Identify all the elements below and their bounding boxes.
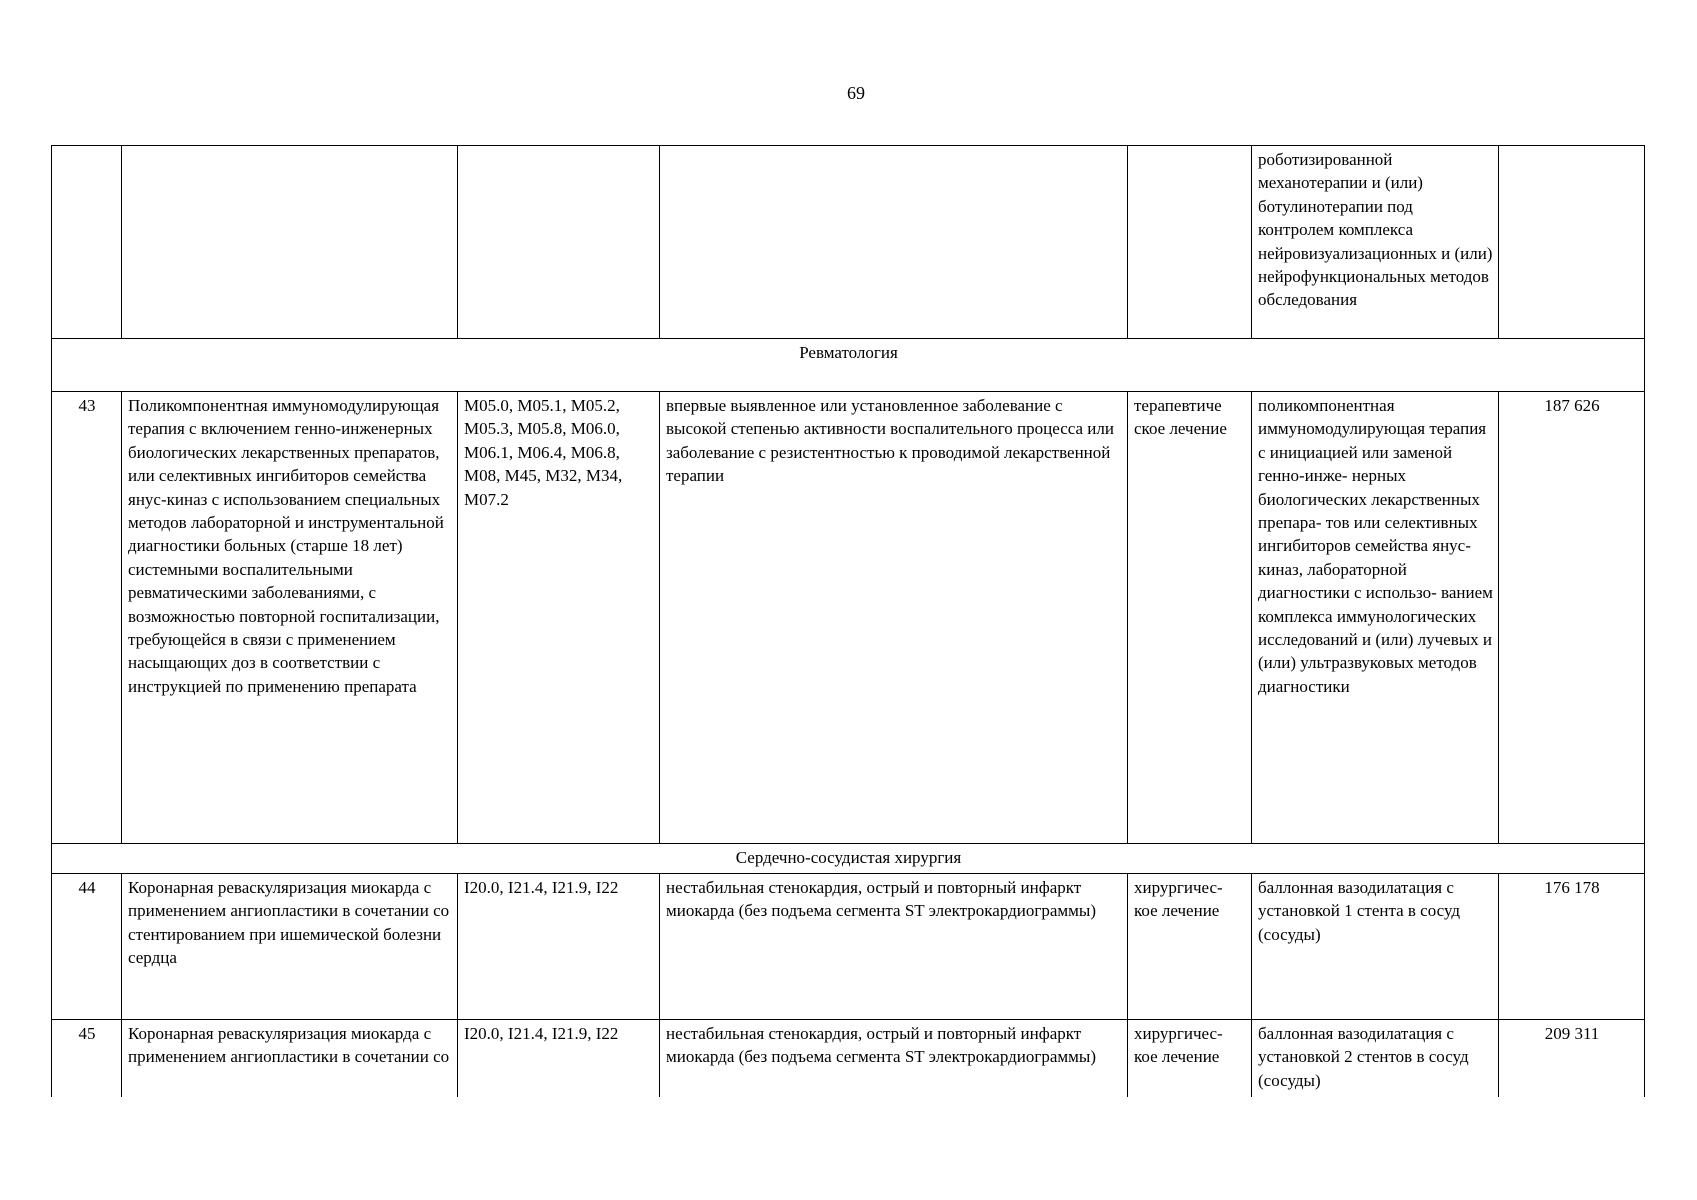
- treatment-method: баллонная вазодилатация с установкой 2 стентов в сосуд (сосуды): [1252, 1020, 1499, 1097]
- patient-model: впервые выявленное или установленное заболевание с высокой степенью активности воспалительного процесса или заболевание с резистентностью к проводимой лекарственной терапии: [660, 392, 1128, 844]
- treatment-type: терапевтиче ское лечение: [1128, 392, 1252, 844]
- service-name: Коронарная реваскуляризация миокарда с применением ангиопластики в сочетании со стентированием при ишемической болезни сердца: [122, 874, 458, 1020]
- table-row: [52, 1020, 1645, 1097]
- price: 176 178: [1499, 874, 1645, 1020]
- section-row: [52, 844, 1645, 874]
- row-number: 44: [52, 874, 122, 1020]
- service-name: Коронарная реваскуляризация миокарда с применением ангиопластики в сочетании со: [122, 1020, 458, 1097]
- row-number: 43: [52, 392, 122, 844]
- treatment-type: хирургичес- кое лечение: [1128, 874, 1252, 1020]
- icd-codes: I20.0, I21.4, I21.9, I22: [458, 874, 660, 1020]
- services-table: [51, 145, 1645, 1097]
- table-cell-price: [1499, 146, 1645, 339]
- table-cell-codes: [458, 146, 660, 339]
- page-number: 69: [847, 83, 865, 103]
- table-cell-treatment-type: [1128, 146, 1252, 339]
- table-cell-name: [122, 146, 458, 339]
- patient-model: нестабильная стенокардия, острый и повторный инфаркт миокарда (без подъема сегмента ST электрокардиограммы): [660, 1020, 1128, 1097]
- section-row: [52, 339, 1645, 392]
- continuation-row: [52, 146, 1645, 339]
- table-row: [52, 874, 1645, 1020]
- table-cell-number: [52, 146, 122, 339]
- table-row: [52, 392, 1645, 844]
- treatment-method: баллонная вазодилатация с установкой 1 стента в сосуд (сосуды): [1252, 874, 1499, 1020]
- price: 187 626: [1499, 392, 1645, 844]
- patient-model: нестабильная стенокардия, острый и повторный инфаркт миокарда (без подъема сегмента ST электрокардиограммы): [660, 874, 1128, 1020]
- treatment-method: поликомпонентная иммуномодулирующая терапия с инициацией или заменой генно-инже- нерных биологических лекарственных препара- тов или селективных ингибиторов семейства янус-киназ, лабораторной диагностики с использо- ванием комплекса иммунологических исследований и (или) лучевых и (или) ультразвуковых методов диагностики: [1252, 392, 1499, 844]
- icd-codes: М05.0, М05.1, М05.2, М05.3, М05.8, М06.0, М06.1, М06.4, М06.8, М08, М45, М32, М34, М07.2: [458, 392, 660, 844]
- section-title: Сердечно-сосудистая хирургия: [52, 844, 1645, 874]
- table-cell-patient-model: [660, 146, 1128, 339]
- row-number: 45: [52, 1020, 122, 1097]
- price: 209 311: [1499, 1020, 1645, 1097]
- treatment-type: хирургичес- кое лечение: [1128, 1020, 1252, 1097]
- service-name-text: Поликомпонентная иммуномодулирующая терапия с включением генно-инженерных биологических лекарственных препаратов, или селективных ингибиторов семейства янус-киназ с использованием специальных методов лабораторной и инструментальной диагностики больных (старше 18 лет) системными воспалительными ревматическими заболеваниями, с возможностью повторной госпитализации, требующейся в связи с применением насыщающих доз в соответствии с инструкцией по применению препарата: [128, 396, 444, 696]
- service-name: [122, 392, 458, 844]
- section-title: Ревматология: [52, 339, 1645, 392]
- table-cell-method: роботизированной механотерапии и (или) ботулинотерапии под контролем комплекса нейровизуализационных и (или) нейрофункциональных методов обследования: [1252, 146, 1499, 339]
- icd-codes: I20.0, I21.4, I21.9, I22: [458, 1020, 660, 1097]
